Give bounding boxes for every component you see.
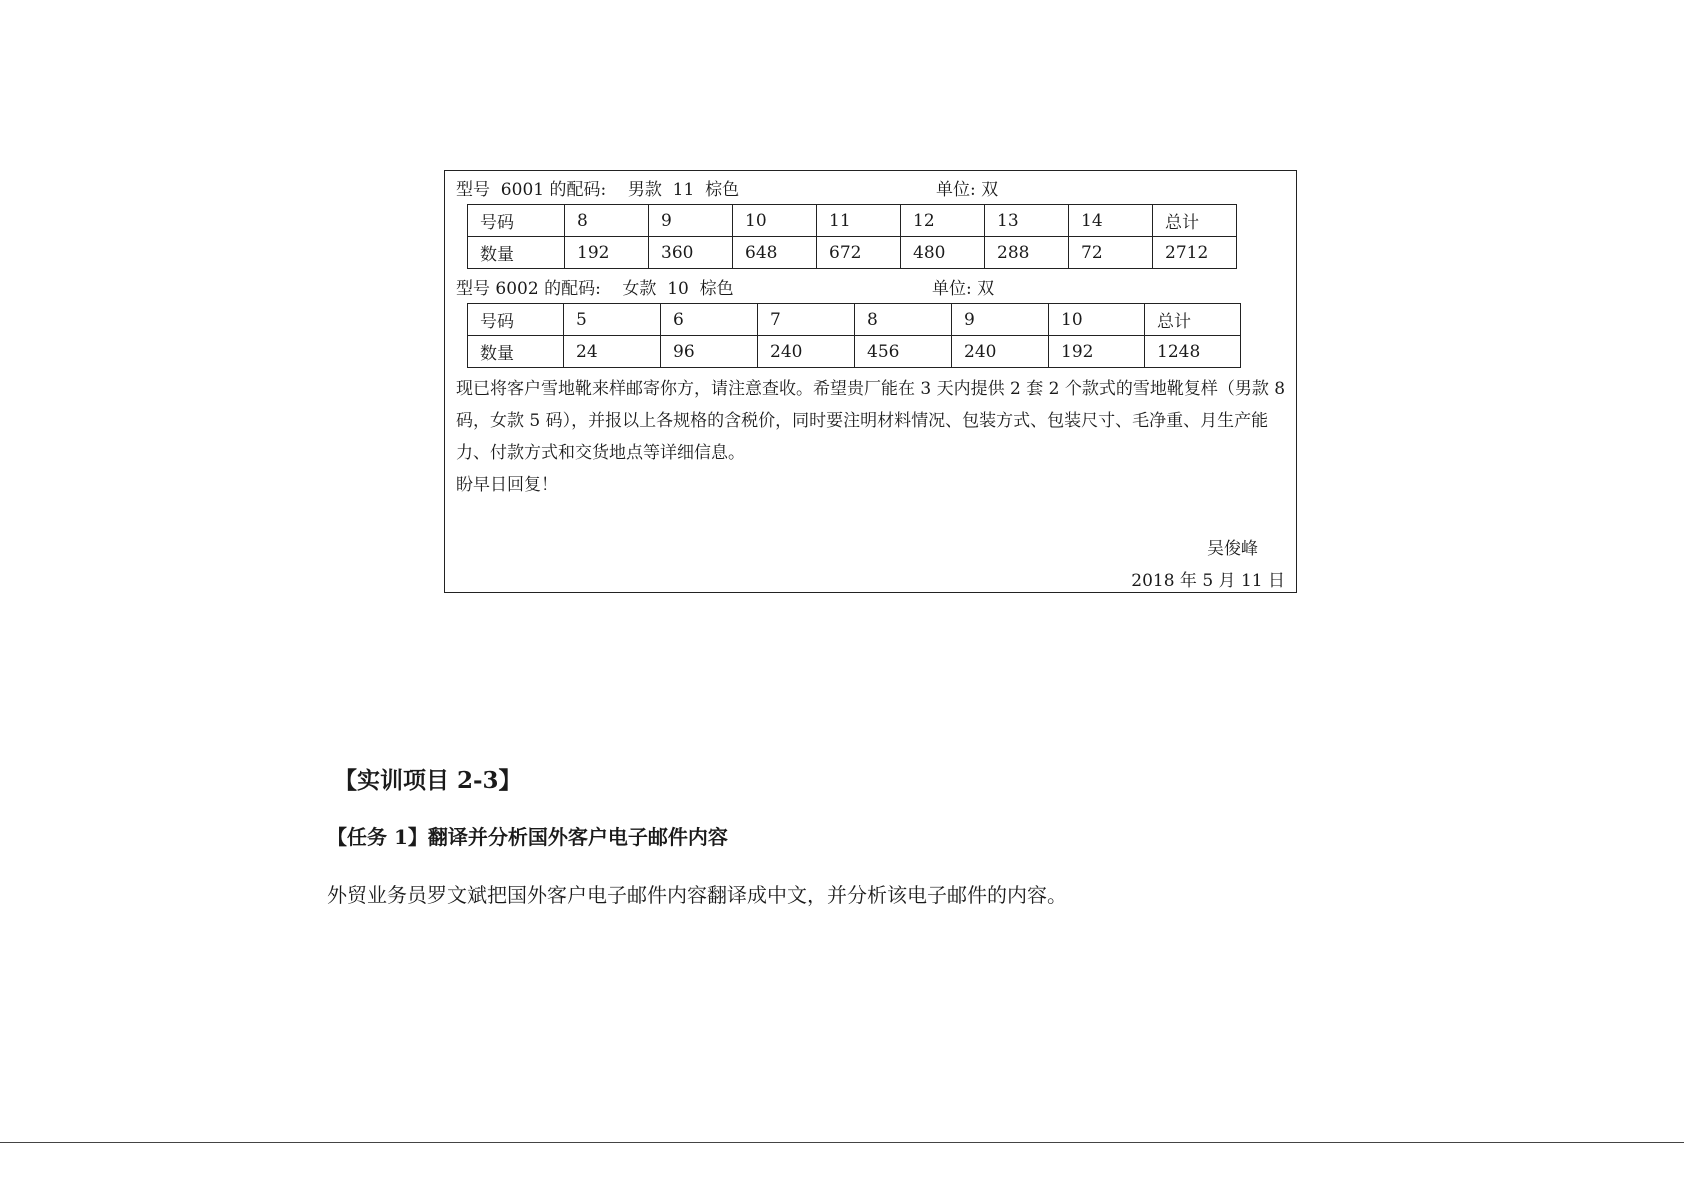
quantity-cell: 24 bbox=[564, 336, 661, 368]
quantity-total-cell: 1248 bbox=[1145, 336, 1241, 368]
quantity-cell: 480 bbox=[901, 237, 985, 269]
quantity-cell: 96 bbox=[661, 336, 758, 368]
page-bottom-divider bbox=[0, 1142, 1684, 1143]
model-6001-unit: 单位: 双 bbox=[936, 180, 999, 200]
model-6002-size-table bbox=[467, 303, 1241, 368]
size-cell: 7 bbox=[758, 304, 855, 336]
model-6001-spec-text: 型号 6001 的配码: 男款 11 棕色 bbox=[456, 180, 740, 200]
model-6002-spec-text: 型号 6002 的配码: 女款 10 棕色 bbox=[456, 279, 734, 299]
size-cell: 14 bbox=[1069, 205, 1153, 237]
size-cell: 8 bbox=[565, 205, 649, 237]
size-header-cell: 号码 bbox=[468, 304, 564, 336]
model-6001-size-table bbox=[467, 204, 1237, 269]
quantity-cell: 672 bbox=[817, 237, 901, 269]
quantity-cell: 72 bbox=[1069, 237, 1153, 269]
quantity-cell: 240 bbox=[758, 336, 855, 368]
model-6002-spec bbox=[456, 276, 995, 302]
quantity-header-cell: 数量 bbox=[468, 336, 564, 368]
quantity-cell: 240 bbox=[952, 336, 1049, 368]
task-title: 【任务 1】翻译并分析国外客户电子邮件内容 bbox=[327, 825, 728, 849]
quantity-row bbox=[468, 336, 1241, 368]
project-title: 【实训项目 2-3】 bbox=[334, 767, 522, 794]
quantity-cell: 192 bbox=[565, 237, 649, 269]
size-cell: 8 bbox=[855, 304, 952, 336]
quantity-header-cell: 数量 bbox=[468, 237, 565, 269]
letter-body: 现已将客户雪地靴来样邮寄你方，请注意查收。希望贵厂能在 3 天内提供 2 套 2 个款式的雪地靴复样（男款 8 码，女款 5 码），并报以上各规格的含税价，同时要注明材料情况、包装方式、包装尺寸、毛净重、月生产能力、付款方式和交货地点等详细信息。 bbox=[456, 379, 1286, 463]
size-cell: 9 bbox=[649, 205, 733, 237]
size-cell: 10 bbox=[1049, 304, 1145, 336]
size-header-cell: 号码 bbox=[468, 205, 565, 237]
quantity-cell: 456 bbox=[855, 336, 952, 368]
quantity-cell: 288 bbox=[985, 237, 1069, 269]
letter-signer: 吴俊峰 bbox=[1207, 539, 1258, 559]
size-total-header-cell: 总计 bbox=[1153, 205, 1237, 237]
letter-box bbox=[444, 170, 1297, 593]
quantity-cell: 192 bbox=[1049, 336, 1145, 368]
model-6002-unit: 单位: 双 bbox=[932, 279, 995, 299]
size-row bbox=[468, 205, 1237, 237]
letter-closing: 盼早日回复！ bbox=[456, 475, 558, 495]
quantity-total-cell: 2712 bbox=[1153, 237, 1237, 269]
model-6001-spec bbox=[456, 177, 999, 203]
quantity-row bbox=[468, 237, 1237, 269]
size-cell: 11 bbox=[817, 205, 901, 237]
size-row bbox=[468, 304, 1241, 336]
size-cell: 9 bbox=[952, 304, 1049, 336]
size-cell: 12 bbox=[901, 205, 985, 237]
size-cell: 13 bbox=[985, 205, 1069, 237]
task-description: 外贸业务员罗文斌把国外客户电子邮件内容翻译成中文，并分析该电子邮件的内容。 bbox=[327, 883, 1067, 907]
letter-date: 2018 年 5 月 11 日 bbox=[1131, 571, 1285, 591]
size-total-header-cell: 总计 bbox=[1145, 304, 1241, 336]
size-cell: 5 bbox=[564, 304, 661, 336]
quantity-cell: 360 bbox=[649, 237, 733, 269]
quantity-cell: 648 bbox=[733, 237, 817, 269]
size-cell: 10 bbox=[733, 205, 817, 237]
size-cell: 6 bbox=[661, 304, 758, 336]
